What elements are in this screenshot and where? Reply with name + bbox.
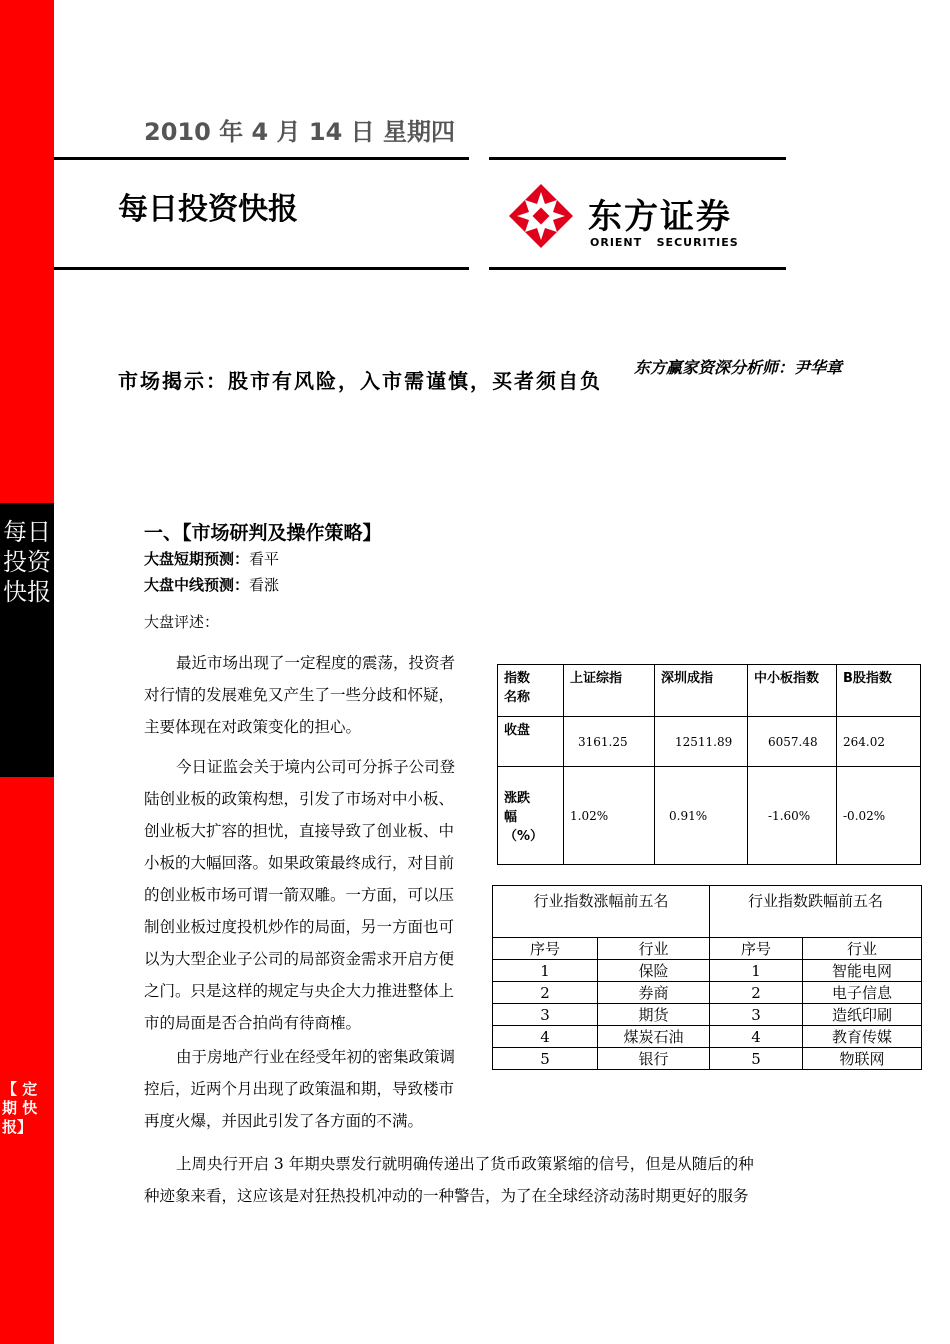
sidebar-title-block bbox=[0, 503, 54, 777]
industry-cell: 教育传媒 bbox=[803, 1026, 922, 1048]
index-header-cell: B股指数 bbox=[837, 665, 921, 717]
market-review-label: 大盘评述： bbox=[144, 613, 220, 631]
paragraph-3 bbox=[144, 1041, 484, 1137]
seq-cell: 3 bbox=[493, 1004, 598, 1026]
paragraph-line: 之门。只是这样的规定与央企大力推进整体上 bbox=[144, 982, 455, 1000]
short-term-forecast bbox=[144, 548, 279, 569]
industry-header-row bbox=[493, 938, 922, 960]
industry-cell: 银行 bbox=[598, 1048, 710, 1070]
orient-securities-logo-icon bbox=[505, 180, 577, 252]
paragraph-line: 主要体现在对政策变化的担心。 bbox=[144, 718, 362, 736]
mid-term-forecast bbox=[144, 574, 279, 595]
close-value: 3161.25 bbox=[564, 717, 655, 767]
paragraph-line: 控后，近两个月出现了政策温和期，导致楼市 bbox=[144, 1080, 455, 1098]
section-title: 一、【市场研判及操作策略】 bbox=[144, 522, 382, 544]
header-rule-top-right bbox=[489, 157, 786, 160]
paragraph-line: 小板的大幅回落。如果政策最终成行，对目前 bbox=[144, 854, 455, 872]
sidebar-tag bbox=[0, 1080, 54, 1137]
header-rule-top-left bbox=[54, 157, 469, 160]
seq-cell: 3 bbox=[710, 1004, 803, 1026]
paragraph-line: 今日证监会关于境内公司可分拆子公司登 bbox=[176, 758, 456, 776]
seq-cell: 4 bbox=[493, 1026, 598, 1048]
industry-header: 行业 bbox=[598, 938, 710, 960]
industry-row bbox=[493, 1026, 922, 1048]
industry-row bbox=[493, 1048, 922, 1070]
industry-row bbox=[493, 982, 922, 1004]
industry-cell: 期货 bbox=[598, 1004, 710, 1026]
industry-cell: 造纸印刷 bbox=[803, 1004, 922, 1026]
gain-top5-title: 行业指数涨幅前五名 bbox=[493, 886, 710, 938]
paragraph-1 bbox=[144, 647, 484, 743]
close-value: 12511.89 bbox=[655, 717, 748, 767]
index-table bbox=[497, 664, 921, 865]
short-term-value: 看平 bbox=[249, 550, 280, 568]
seq-cell: 4 bbox=[710, 1026, 803, 1048]
industry-cell: 保险 bbox=[598, 960, 710, 982]
industry-cell: 智能电网 bbox=[803, 960, 922, 982]
index-header-cell: 中小板指数 bbox=[748, 665, 837, 717]
seq-cell: 5 bbox=[493, 1048, 598, 1070]
seq-cell: 1 bbox=[493, 960, 598, 982]
index-header-cell: 指数 名称 bbox=[498, 665, 564, 717]
industry-cell: 物联网 bbox=[803, 1048, 922, 1070]
sidebar-title-line-3: 快报 bbox=[3, 578, 51, 606]
paragraph-4 bbox=[144, 1148, 824, 1212]
seq-header: 序号 bbox=[710, 938, 803, 960]
market-disclaimer-headline: 市场揭示：股市有风险，入市需谨慎，买者须自负 bbox=[118, 369, 602, 393]
industry-title-row bbox=[493, 886, 922, 938]
index-header-cell: 上证综指 bbox=[564, 665, 655, 717]
change-value: -1.60% bbox=[748, 767, 837, 865]
logo-name: 东方证券 bbox=[588, 197, 732, 237]
header-rule-bottom-left bbox=[54, 267, 469, 270]
report-date: 2010 年 4 月 14 日 星期四 bbox=[144, 118, 456, 146]
paragraph-line: 最近市场出现了一定程度的震荡，投资者 bbox=[176, 654, 456, 672]
sidebar-tag-line-2: 期 快 bbox=[2, 1099, 38, 1117]
index-header-cell: 深圳成指 bbox=[655, 665, 748, 717]
logo-subtitle: ORIENT SECURITIES bbox=[590, 236, 739, 249]
seq-cell: 2 bbox=[493, 982, 598, 1004]
report-title: 每日投资快报 bbox=[118, 192, 298, 227]
paragraph-line: 的创业板市场可谓一箭双雕。一方面，可以压 bbox=[144, 886, 455, 904]
header-rule-bottom-right bbox=[489, 267, 786, 270]
mid-term-value: 看涨 bbox=[249, 576, 280, 594]
seq-cell: 1 bbox=[710, 960, 803, 982]
close-value: 264.02 bbox=[837, 717, 921, 767]
paragraph-line: 由于房地产行业在经受年初的密集政策调 bbox=[176, 1048, 456, 1066]
index-table-close-row bbox=[498, 717, 921, 767]
paragraph-line: 再度火爆，并因此引发了各方面的不满。 bbox=[144, 1112, 424, 1130]
sidebar-tag-line-1: 【 定 bbox=[2, 1080, 38, 1098]
change-value: 0.91% bbox=[655, 767, 748, 865]
close-label: 收盘 bbox=[498, 717, 564, 767]
sidebar-title-line-1: 每日 bbox=[3, 518, 51, 546]
industry-cell: 券商 bbox=[598, 982, 710, 1004]
mid-term-label: 大盘中线预测： bbox=[144, 576, 250, 594]
close-value: 6057.48 bbox=[748, 717, 837, 767]
paragraph-line: 创业板大扩容的担忧，直接导致了创业板、中 bbox=[144, 822, 455, 840]
seq-cell: 2 bbox=[710, 982, 803, 1004]
paragraph-line: 陆创业板的政策构想，引发了市场对中小板、 bbox=[144, 790, 455, 808]
sidebar-title-line-2: 投资 bbox=[3, 548, 51, 576]
paragraph-line: 种迹象来看，这应该是对狂热投机冲动的一种警告，为了在全球经济动荡时期更好的服务 bbox=[144, 1187, 749, 1205]
paragraph-line: 对行情的发展难免又产生了一些分歧和怀疑， bbox=[144, 686, 455, 704]
change-label: 涨跌 幅 （%） bbox=[498, 767, 564, 865]
paragraph-line: 市的局面是否合拍尚有待商榷。 bbox=[144, 1014, 362, 1032]
sidebar-tag-line-3: 报】 bbox=[2, 1118, 33, 1136]
industry-table bbox=[492, 885, 922, 1070]
analyst-credit: 东方赢家资深分析师：尹华章 bbox=[634, 358, 843, 377]
seq-header: 序号 bbox=[493, 938, 598, 960]
industry-row bbox=[493, 1004, 922, 1026]
change-value: 1.02% bbox=[564, 767, 655, 865]
industry-cell: 电子信息 bbox=[803, 982, 922, 1004]
industry-row bbox=[493, 960, 922, 982]
paragraph-line: 以为大型企业子公司的局部资金需求开启方便 bbox=[144, 950, 455, 968]
paragraph-line: 制创业板过度投机炒作的局面，另一方面也可 bbox=[144, 918, 455, 936]
short-term-label: 大盘短期预测： bbox=[144, 550, 250, 568]
industry-header: 行业 bbox=[803, 938, 922, 960]
index-table-header-row bbox=[498, 665, 921, 717]
change-value: -0.02% bbox=[837, 767, 921, 865]
loss-top5-title: 行业指数跌幅前五名 bbox=[710, 886, 922, 938]
index-table-change-row bbox=[498, 767, 921, 865]
industry-cell: 煤炭石油 bbox=[598, 1026, 710, 1048]
paragraph-line: 上周央行开启 3 年期央票发行就明确传递出了货币政策紧缩的信号，但是从随后的种 bbox=[176, 1155, 754, 1173]
seq-cell: 5 bbox=[710, 1048, 803, 1070]
paragraph-2 bbox=[144, 751, 484, 1039]
